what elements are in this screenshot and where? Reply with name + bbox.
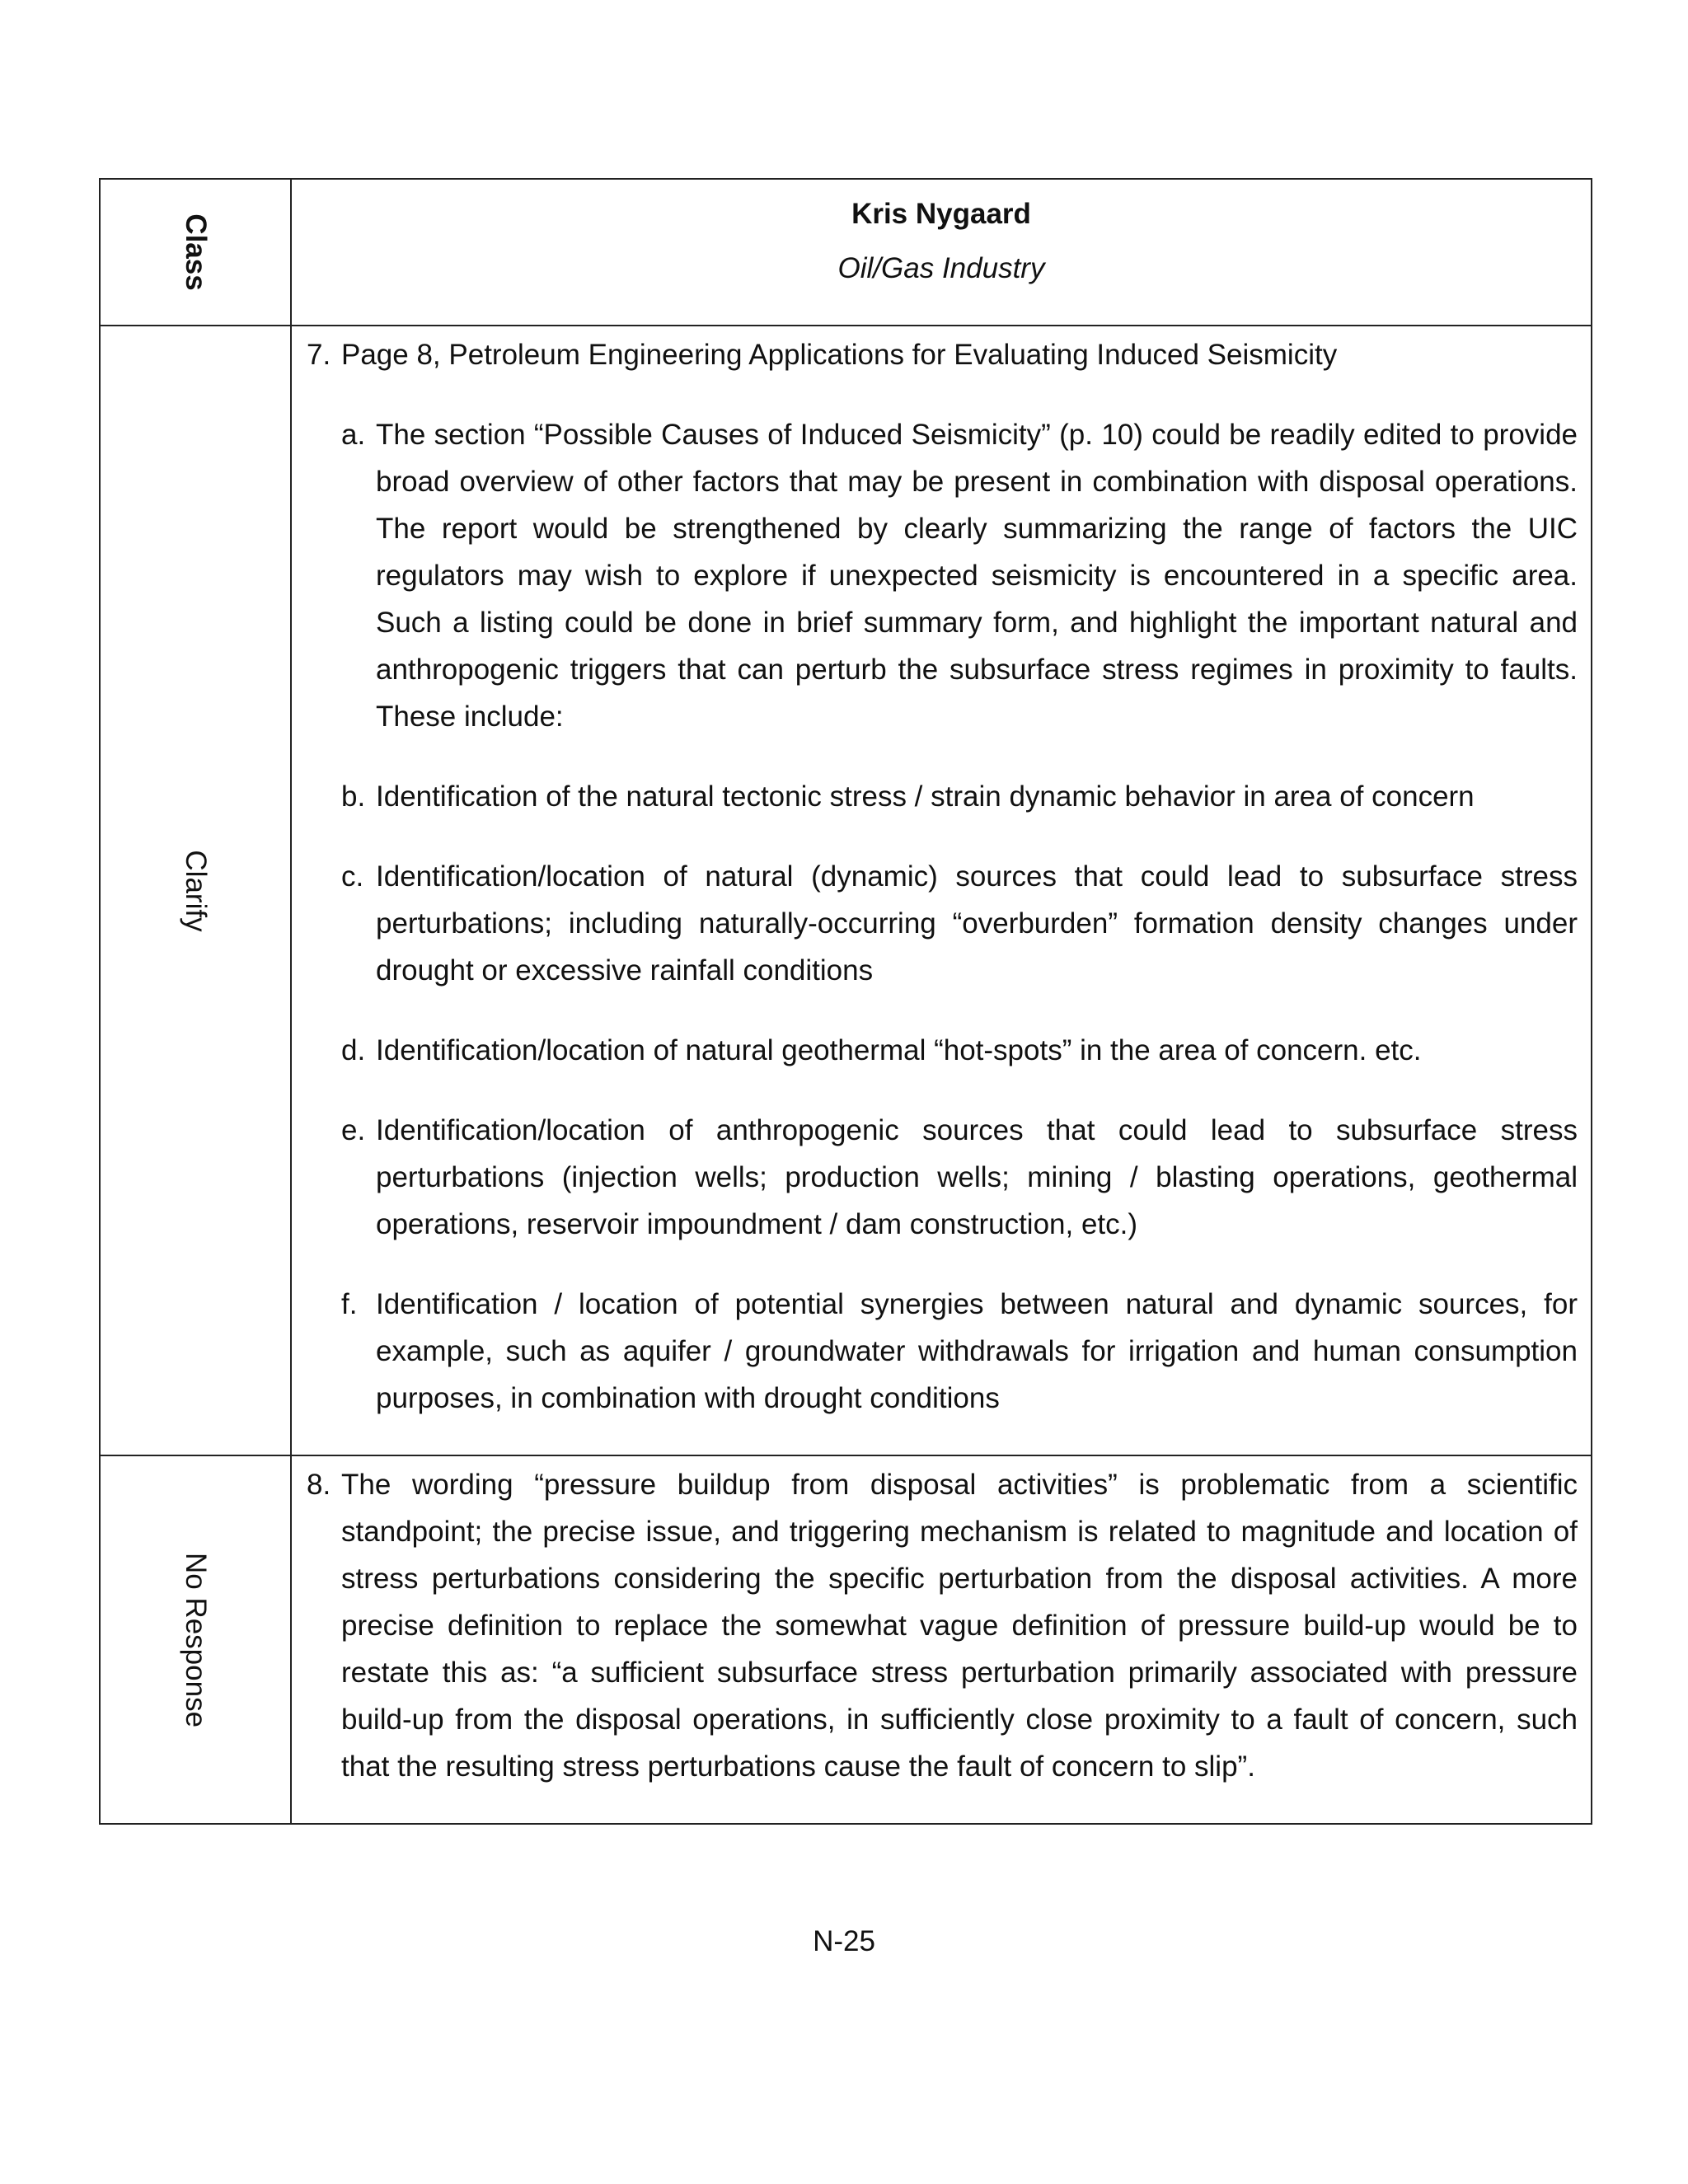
header-row xyxy=(100,179,1592,326)
subitem-f xyxy=(341,1281,1578,1422)
comment-table xyxy=(99,178,1592,1825)
subitem-letter: d. xyxy=(341,1034,366,1066)
commenter-cell xyxy=(291,179,1592,326)
subitem-text: The section “Possible Causes of Induced Seismicity” (p. 10) could be readily edited to provide broad overview of other factors that may be present in combination with disposal operations. The report would be strengthened by clearly summarizing the range of factors the UIC regulators may wish to explore if unexpected seismicity is encountered in a specific area. Such a listing could be done in brief summary form, and highlight the important natural and anthropogenic triggers that can perturb the subsurface stress regimes in proximity to faults. These include: xyxy=(376,419,1578,733)
item-title: Page 8, Petroleum Engineering Applications for Evaluating Induced Seismicity xyxy=(341,339,1338,371)
item-number: 8. xyxy=(307,1469,331,1501)
item-text: The wording “pressure buildup from disposal activities” is problematic from a scientific standpoint; the precise issue, and triggering mechanism is related to magnitude and location of stress perturbations considering the specific perturbation from the disposal activities. A more precise definition to replace the somewhat vague definition of pressure build-up would be to restate this as: “a sufficient subsurface stress perturbation primarily associated with pressure build-up from the disposal operations, in sufficiently close proximity to a fault of concern, such that the resulting stress perturbations cause the fault of concern to slip”. xyxy=(341,1469,1578,1783)
subitem-letter: e. xyxy=(341,1114,366,1146)
page-number: N-25 xyxy=(813,1925,875,1957)
item-8 xyxy=(307,1461,1578,1790)
subitem-letter: c. xyxy=(341,860,364,893)
comment-body-7 xyxy=(291,326,1592,1455)
subitem-letter: a. xyxy=(341,419,366,451)
subitem-text: Identification/location of natural (dynamic) sources that could lead to subsurface stress perturbations; including naturally-occurring “overburden” formation density changes under drought or excessive rainfall conditions xyxy=(376,860,1578,987)
item-number: 7. xyxy=(307,339,331,371)
subitem-text: Identification/location of anthropogenic sources that could lead to subsurface stress perturbations (injection wells; production wells; mining / blasting operations, geothermal operations, reservoir impoundment / dam construction, etc.) xyxy=(376,1114,1578,1240)
commenter-organization: Oil/Gas Industry xyxy=(837,252,1045,284)
class-header-cell xyxy=(100,179,291,326)
subitem-text: Identification / location of potential synergies between natural and dynamic sources, for example, such as aquifer / groundwater withdrawals for irrigation and human consumption purposes, in combination with drought conditions xyxy=(376,1288,1578,1414)
subitem-a xyxy=(341,411,1578,740)
item-7-heading xyxy=(307,331,1578,378)
class-label-no-response: No Response xyxy=(180,1552,212,1727)
subitem-letter: f. xyxy=(341,1288,358,1320)
class-cell-no-response xyxy=(100,1455,291,1824)
subitem-c xyxy=(341,853,1578,994)
class-cell-clarify xyxy=(100,326,291,1455)
subitem-letter: b. xyxy=(341,780,366,813)
comment-row-8 xyxy=(100,1455,1592,1824)
class-header-label: Class xyxy=(180,213,212,291)
subitem-text: Identification/location of natural geothermal “hot-spots” in the area of concern. etc. xyxy=(376,1034,1422,1066)
commenter-name: Kris Nygaard xyxy=(851,198,1031,230)
subitem-d xyxy=(341,1027,1578,1074)
subitem-e xyxy=(341,1107,1578,1248)
subitem-b xyxy=(341,773,1578,820)
class-label-clarify: Clarify xyxy=(180,849,212,932)
subitem-list xyxy=(341,411,1578,1422)
comment-body-8 xyxy=(291,1455,1592,1824)
comment-row-7 xyxy=(100,326,1592,1455)
subitem-text: Identification of the natural tectonic stress / strain dynamic behavior in area of concern xyxy=(376,780,1475,813)
